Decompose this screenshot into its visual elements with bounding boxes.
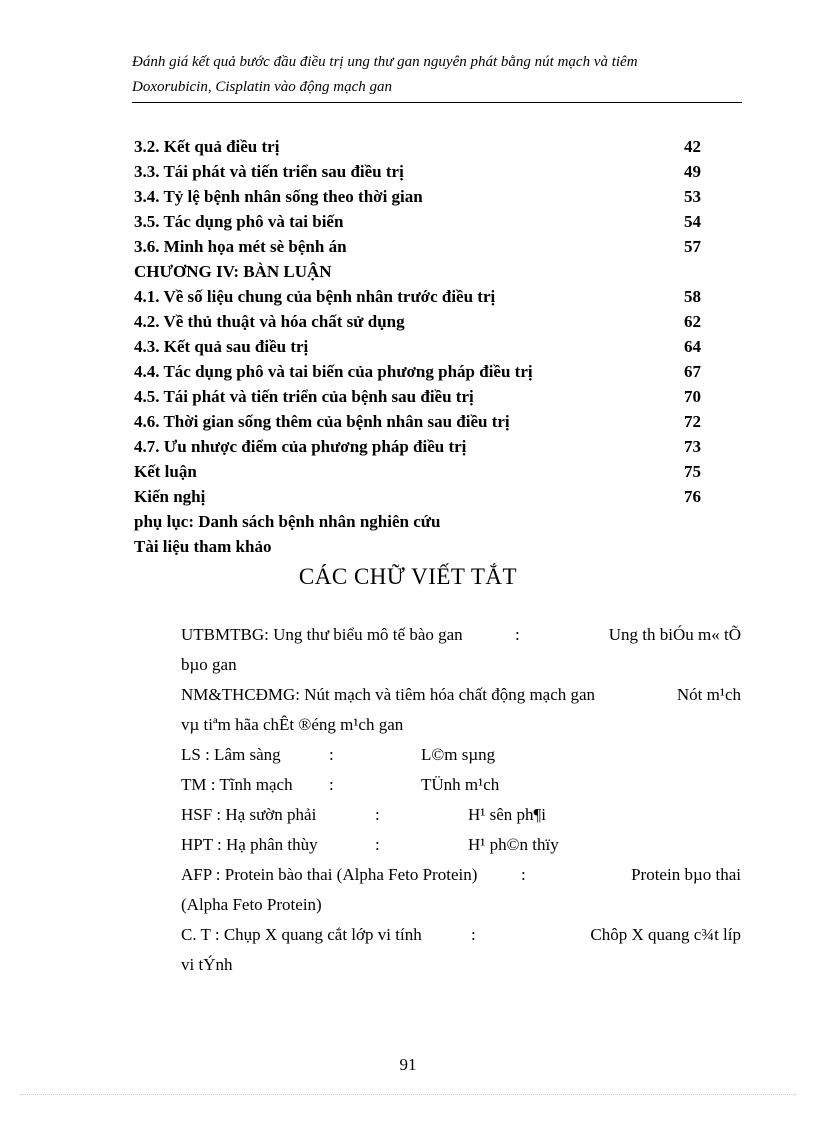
abbreviation-garbled: Protein bµo thai (631, 865, 741, 884)
toc-row[interactable] (134, 459, 714, 484)
abbreviation-text: NM&THCĐMG: Nút mạch và tiêm hóa chất động mạch gan (181, 685, 596, 704)
toc-row[interactable] (134, 159, 714, 184)
abbreviation-continuation: vµ tiªm hãa chÊt ®éng m¹ch gan (181, 715, 404, 734)
toc-page-number: 54 (684, 212, 701, 231)
toc-page-number: 42 (684, 137, 701, 156)
toc-page-number: 73 (684, 437, 701, 456)
abbreviations-list (181, 620, 741, 980)
abbreviation-item (181, 920, 741, 980)
toc-page-number: 76 (684, 487, 701, 506)
toc-page-number: 57 (684, 237, 701, 256)
toc-page-number: 62 (684, 312, 701, 331)
abbreviation-colon: : (375, 805, 380, 824)
header-rule (132, 102, 742, 103)
abbreviation-continuation: vi tÝnh (181, 955, 233, 974)
toc-row[interactable] (134, 209, 714, 234)
abbreviation-item (181, 770, 741, 800)
abbreviation-text: UTBMTBG: Ung thư biểu mô tế bào gan (181, 625, 463, 644)
abbreviation-garbled: H¹ ph©n thïy (468, 835, 559, 854)
toc-page-number: 70 (684, 387, 701, 406)
abbreviation-garbled: Nót m¹ch (676, 685, 741, 704)
toc-row[interactable] (134, 284, 714, 309)
abbreviation-item (181, 860, 741, 920)
toc-page-number: 58 (684, 287, 701, 306)
toc-label: Tài liệu tham khảo (134, 537, 272, 556)
toc-label: 3.2. Kết quả điều trị (134, 137, 280, 156)
toc-row[interactable] (134, 334, 714, 359)
abbreviation-colon: : (471, 925, 476, 944)
abbreviation-text: HSF : Hạ sườn phải (181, 805, 317, 824)
abbreviation-continuation: (Alpha Feto Protein) (181, 895, 322, 914)
abbreviation-item (181, 740, 741, 770)
abbreviation-item (181, 620, 741, 680)
toc-label: CHƯƠNG IV: BÀN LUẬN (134, 262, 332, 281)
toc-row[interactable] (134, 509, 714, 534)
abbreviation-garbled: TÜnh m¹ch (421, 775, 500, 794)
toc-label: 3.3. Tái phát và tiến triển sau điều trị (134, 162, 404, 181)
abbreviation-colon: : (375, 835, 380, 854)
toc-label: 4.1. Về số liệu chung của bệnh nhân trước điều trị (134, 287, 496, 306)
abbreviation-text: HPT : Hạ phân thùy (181, 835, 318, 854)
toc-label: 4.4. Tác dụng phô và tai biến của phương pháp điều trị (134, 362, 533, 381)
abbreviation-garbled: Chôp X quang c¾t líp (590, 925, 741, 944)
abbreviation-garbled: L©m sµng (421, 745, 496, 764)
toc-row[interactable] (134, 434, 714, 459)
toc-row[interactable] (134, 409, 714, 434)
header-line-2: Doxorubicin, Cisplatin vào động mạch gan (132, 79, 392, 95)
toc-label: 4.3. Kết quả sau điều trị (134, 337, 309, 356)
toc-label: phụ lục: Danh sách bệnh nhân nghiên cứu (134, 512, 441, 531)
abbreviation-colon: : (329, 775, 334, 794)
abbreviation-text: AFP : Protein bào thai (Alpha Feto Protein) (181, 865, 478, 884)
abbreviation-colon: : (521, 865, 526, 884)
abbreviation-garbled: H¹ sên ph¶i (468, 805, 546, 824)
table-of-contents (134, 134, 714, 559)
toc-row[interactable] (134, 384, 714, 409)
toc-row[interactable] (134, 309, 714, 334)
toc-label: Kiến nghị (134, 487, 206, 506)
toc-page-number: 49 (684, 162, 701, 181)
toc-page-number: 72 (684, 412, 701, 431)
toc-row[interactable] (134, 359, 714, 384)
abbreviation-text: LS : Lâm sàng (181, 745, 281, 764)
abbreviation-colon: : (515, 625, 520, 644)
toc-row[interactable] (134, 484, 714, 509)
toc-page-number: 53 (684, 187, 701, 206)
abbreviation-text: TM : Tĩnh mạch (181, 775, 293, 794)
toc-label: 3.6. Minh họa mét sè bệnh án (134, 237, 347, 256)
toc-page-number: 75 (684, 462, 701, 481)
toc-label: 4.6. Thời gian sống thêm của bệnh nhân sau điều trị (134, 412, 510, 431)
page-bottom-divider (20, 1094, 796, 1095)
header-line-1: Đánh giá kết quả bước đầu điều trị ung thư gan nguyên phát bằng nút mạch và tiêm (132, 54, 638, 70)
toc-row[interactable] (134, 134, 714, 159)
toc-label: Kết luận (134, 462, 197, 481)
abbreviation-continuation: bµo gan (181, 655, 237, 674)
toc-label: 4.7. Ưu nhược điểm của phương pháp điều trị (134, 437, 467, 456)
abbreviation-text: C. T : Chụp X quang cắt lớp vi tính (181, 925, 422, 944)
abbreviations-title: CÁC CHỮ VIẾT TẮT (298, 564, 518, 589)
page-number: 91 (399, 1055, 417, 1074)
abbreviation-garbled: Ung th biÓu m« tÕ (608, 625, 741, 644)
toc-label: 3.4. Tỷ lệ bệnh nhân sống theo thời gian (134, 187, 423, 206)
running-header (132, 50, 742, 100)
toc-row[interactable] (134, 184, 714, 209)
toc-label: 4.2. Về thủ thuật và hóa chất sử dụng (134, 312, 405, 331)
abbreviation-item (181, 800, 741, 830)
toc-chapter-heading[interactable] (134, 259, 714, 284)
abbreviation-colon: : (329, 745, 334, 764)
toc-row[interactable] (134, 234, 714, 259)
toc-label: 3.5. Tác dụng phô và tai biến (134, 212, 344, 231)
toc-row[interactable] (134, 534, 714, 559)
toc-label: 4.5. Tái phát và tiến triển của bệnh sau điều trị (134, 387, 474, 406)
toc-page-number: 67 (684, 362, 701, 381)
abbreviation-item (181, 830, 741, 860)
toc-page-number: 64 (684, 337, 701, 356)
abbreviation-item (181, 680, 741, 740)
